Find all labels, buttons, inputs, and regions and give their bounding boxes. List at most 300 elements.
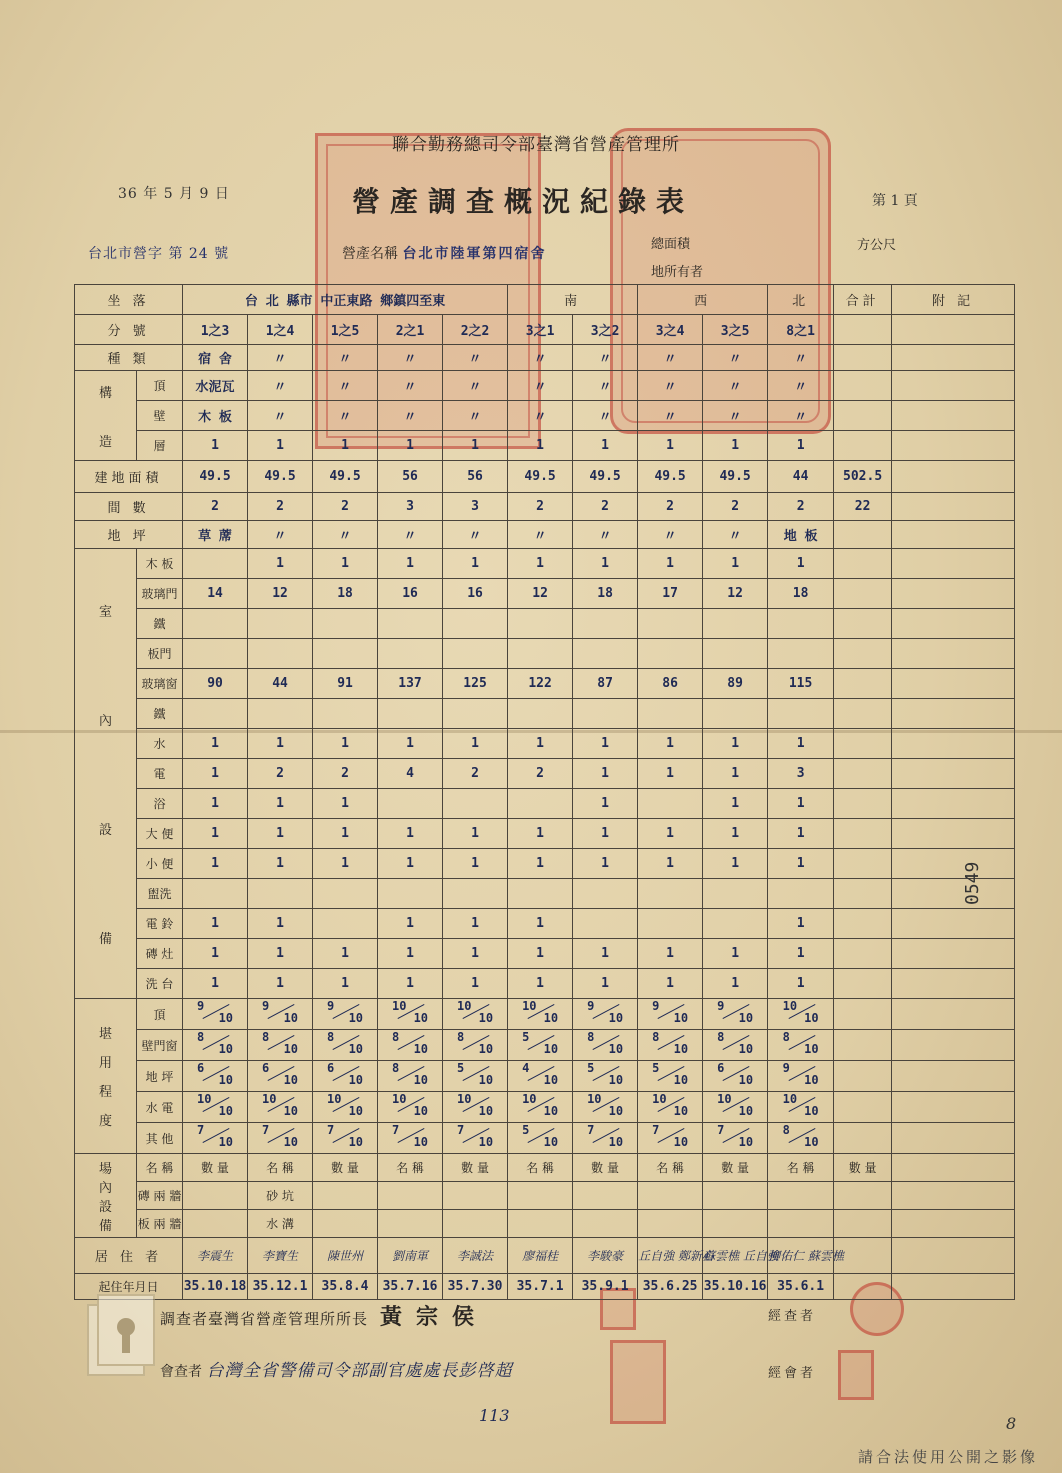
floors-label: 層 bbox=[137, 431, 183, 461]
fraction-numerator: 10 bbox=[587, 1092, 602, 1106]
condition-value bbox=[248, 999, 313, 1030]
equipment-value: 1 bbox=[313, 819, 378, 849]
fraction-numerator: 8 bbox=[197, 1030, 205, 1044]
roof-value: 〃 bbox=[703, 371, 768, 401]
notes-cell bbox=[892, 401, 1015, 431]
condition-value bbox=[378, 1030, 443, 1061]
table-row bbox=[75, 879, 1015, 909]
equipment-label: 水 bbox=[137, 729, 183, 759]
fraction-numerator: 10 bbox=[522, 999, 537, 1013]
equipment-value bbox=[443, 609, 508, 639]
south-label: 南 bbox=[508, 285, 638, 315]
fraction-denominator: 10 bbox=[478, 1073, 494, 1087]
since-date: 35.9.1 bbox=[573, 1274, 638, 1300]
condition-value bbox=[703, 999, 768, 1030]
total-cell bbox=[834, 909, 892, 939]
condition-value bbox=[443, 999, 508, 1030]
name-header: 名 稱 bbox=[768, 1154, 834, 1182]
equipment-label: 電 bbox=[137, 759, 183, 789]
wall-label: 壁 bbox=[137, 401, 183, 431]
equipment-value: 1 bbox=[183, 969, 248, 999]
qty-header: 數 量 bbox=[443, 1154, 508, 1182]
facility-cell bbox=[508, 1210, 573, 1238]
yong-char: 用 bbox=[98, 1056, 112, 1071]
condition-fraction bbox=[522, 999, 558, 1025]
equipment-value: 1 bbox=[443, 849, 508, 879]
jinghui-label: 經會者 bbox=[768, 1366, 817, 1381]
unit-number: 3之1 bbox=[508, 315, 573, 345]
equipment-value: 12 bbox=[508, 579, 573, 609]
condition-value bbox=[638, 999, 703, 1030]
table-row bbox=[75, 285, 1015, 315]
condition-fraction bbox=[457, 1123, 493, 1149]
equipment-value: 18 bbox=[768, 579, 834, 609]
equipment-value: 17 bbox=[638, 579, 703, 609]
equipment-value: 1 bbox=[443, 969, 508, 999]
equipment-value: 1 bbox=[703, 789, 768, 819]
floor-type-label-value: 〃 bbox=[508, 521, 573, 549]
equipment-value bbox=[443, 879, 508, 909]
equipment-value: 1 bbox=[638, 819, 703, 849]
condition-label: 其 他 bbox=[137, 1123, 183, 1154]
equipment-value bbox=[378, 699, 443, 729]
equipment-value bbox=[768, 879, 834, 909]
fraction-denominator: 10 bbox=[804, 1135, 819, 1149]
fraction-denominator: 10 bbox=[804, 1042, 819, 1056]
resident-name: 柳佑仁 蘇雲樵 bbox=[768, 1238, 834, 1274]
equipment-value bbox=[508, 609, 573, 639]
name-header: 名 稱 bbox=[378, 1154, 443, 1182]
wall-value: 〃 bbox=[573, 401, 638, 431]
condition-value bbox=[508, 1061, 573, 1092]
equipment-value: 1 bbox=[768, 819, 834, 849]
fraction-denominator: 10 bbox=[348, 1135, 364, 1149]
facility-cell bbox=[573, 1182, 638, 1210]
notes-cell bbox=[892, 493, 1015, 521]
condition-value bbox=[508, 1030, 573, 1061]
fraction-numerator: 7 bbox=[717, 1123, 725, 1137]
fraction-denominator: 10 bbox=[543, 1073, 559, 1087]
condition-fraction bbox=[327, 1030, 363, 1056]
floors-value: 1 bbox=[248, 431, 313, 461]
rooms-label-value: 3 bbox=[378, 493, 443, 521]
fraction-numerator: 10 bbox=[392, 999, 407, 1013]
condition-label: 水 電 bbox=[137, 1092, 183, 1123]
equipment-value bbox=[573, 879, 638, 909]
condition-label: 壁門窗 bbox=[137, 1030, 183, 1061]
type-label-value: 〃 bbox=[573, 345, 638, 371]
condition-fraction bbox=[717, 999, 753, 1025]
rooms-label-value: 2 bbox=[248, 493, 313, 521]
notes-cell bbox=[892, 759, 1015, 789]
equipment-value bbox=[703, 699, 768, 729]
building-area-label-value: 49.5 bbox=[313, 461, 378, 493]
equipment-label: 鐵 bbox=[137, 699, 183, 729]
qty-header: 數 量 bbox=[834, 1154, 892, 1182]
equipment-value: 1 bbox=[248, 729, 313, 759]
kan-char: 堪 bbox=[98, 1027, 112, 1042]
equipment-value bbox=[313, 699, 378, 729]
total-cell bbox=[834, 1030, 892, 1061]
facility-cell bbox=[834, 1210, 892, 1238]
condition-value bbox=[378, 1092, 443, 1123]
surveyor-name: 黃宗侯 bbox=[380, 1304, 489, 1330]
fraction-numerator: 7 bbox=[587, 1123, 595, 1137]
equipment-value bbox=[248, 609, 313, 639]
equipment-value: 1 bbox=[183, 789, 248, 819]
unit-number: 8之1 bbox=[768, 315, 834, 345]
equipment-value: 1 bbox=[638, 549, 703, 579]
watermark-text: 請合法使用公開之影像 bbox=[858, 1448, 1039, 1466]
notes-cell bbox=[892, 1123, 1015, 1154]
table-row bbox=[75, 819, 1015, 849]
table-row bbox=[75, 579, 1015, 609]
condition-value bbox=[573, 1030, 638, 1061]
facility-cell bbox=[443, 1210, 508, 1238]
notes-cell bbox=[892, 1154, 1015, 1182]
fraction-numerator: 10 bbox=[782, 1092, 798, 1106]
table-row bbox=[75, 1154, 1015, 1182]
equipment-value: 12 bbox=[703, 579, 768, 609]
condition-fraction bbox=[262, 999, 298, 1025]
fraction-numerator: 8 bbox=[457, 1030, 465, 1044]
condition-fraction bbox=[522, 1123, 558, 1149]
condition-value bbox=[248, 1030, 313, 1061]
rooms-label: 間 數 bbox=[75, 493, 183, 521]
red-seal-right bbox=[838, 1350, 874, 1400]
equipment-value bbox=[378, 879, 443, 909]
type-label-value: 〃 bbox=[768, 345, 834, 371]
floor-type-label-value: 〃 bbox=[248, 521, 313, 549]
table-row bbox=[75, 939, 1015, 969]
floors-value: 1 bbox=[638, 431, 703, 461]
floors-value: 1 bbox=[313, 431, 378, 461]
condition-fraction bbox=[392, 999, 428, 1025]
fraction-denominator: 10 bbox=[543, 1042, 559, 1056]
type-label-value: 宿 舍 bbox=[183, 345, 248, 371]
north-label: 北 bbox=[768, 285, 834, 315]
total-cell bbox=[834, 1123, 892, 1154]
condition-value bbox=[573, 1123, 638, 1154]
equipment-value: 1 bbox=[378, 849, 443, 879]
notes-cell bbox=[892, 849, 1015, 879]
equipment-value bbox=[638, 639, 703, 669]
notes-cell bbox=[892, 1238, 1015, 1274]
condition-value bbox=[703, 1061, 768, 1092]
org-title: 聯合勤務總司令部臺灣省營產管理所 bbox=[392, 135, 680, 155]
equipment-value: 1 bbox=[508, 849, 573, 879]
rooms-label-value: 2 bbox=[183, 493, 248, 521]
fraction-numerator: 10 bbox=[457, 999, 472, 1013]
fraction-numerator: 9 bbox=[262, 999, 270, 1013]
equipment-value bbox=[183, 639, 248, 669]
notes-cell bbox=[892, 1274, 1015, 1300]
fraction-denominator: 10 bbox=[804, 1011, 819, 1025]
total-cell bbox=[834, 939, 892, 969]
name-header: 名 稱 bbox=[638, 1154, 703, 1182]
since-date: 35.6.25 bbox=[638, 1274, 703, 1300]
facility-cell bbox=[573, 1210, 638, 1238]
floors-value: 1 bbox=[573, 431, 638, 461]
fraction-denominator: 10 bbox=[413, 1104, 429, 1118]
fraction-denominator: 10 bbox=[543, 1104, 559, 1118]
condition-fraction bbox=[457, 1030, 493, 1056]
equipment-value: 137 bbox=[378, 669, 443, 699]
floor-type-label-value: 草 蓆 bbox=[183, 521, 248, 549]
facility-cell bbox=[768, 1210, 834, 1238]
since-date: 35.6.1 bbox=[768, 1274, 834, 1300]
usability-label bbox=[75, 999, 137, 1154]
equipment-label: 盥洗 bbox=[137, 879, 183, 909]
property-name: 台北市陸軍第四宿舍 bbox=[402, 246, 547, 262]
equipment-value bbox=[573, 909, 638, 939]
condition-value bbox=[703, 1092, 768, 1123]
fraction-denominator: 10 bbox=[218, 1135, 234, 1149]
notes-cell bbox=[892, 699, 1015, 729]
condition-fraction bbox=[392, 1061, 428, 1087]
equipment-value bbox=[313, 609, 378, 639]
equipment-value bbox=[378, 789, 443, 819]
equipment-value: 1 bbox=[378, 549, 443, 579]
equipment-value: 1 bbox=[183, 849, 248, 879]
resident-name: 李寶生 bbox=[248, 1238, 313, 1274]
fraction-denominator: 10 bbox=[413, 1042, 429, 1056]
total-cell bbox=[834, 999, 892, 1030]
equipment-value bbox=[443, 699, 508, 729]
notes-cell bbox=[892, 1210, 1015, 1238]
condition-fraction bbox=[717, 1030, 753, 1056]
fraction-numerator: 9 bbox=[782, 1061, 790, 1075]
structure-label bbox=[75, 371, 137, 461]
facility-cell bbox=[508, 1182, 573, 1210]
total-cell bbox=[834, 401, 892, 431]
equipment-value bbox=[638, 879, 703, 909]
red-seal-bottom bbox=[610, 1340, 666, 1424]
facility-cell bbox=[443, 1182, 508, 1210]
fraction-denominator: 10 bbox=[413, 1011, 429, 1025]
condition-fraction bbox=[457, 1092, 493, 1118]
facility-cell: 砂 坑 bbox=[248, 1182, 313, 1210]
building-area-label-value: 49.5 bbox=[573, 461, 638, 493]
notes-cell bbox=[892, 549, 1015, 579]
equipment-value: 2 bbox=[443, 759, 508, 789]
equipment-value: 1 bbox=[248, 849, 313, 879]
type-label-value: 〃 bbox=[378, 345, 443, 371]
fraction-numerator: 9 bbox=[717, 999, 725, 1013]
gou-char: 構 bbox=[98, 385, 112, 401]
table-row bbox=[75, 493, 1015, 521]
since-date: 35.7.1 bbox=[508, 1274, 573, 1300]
facility-cell bbox=[703, 1210, 768, 1238]
equipment-value: 1 bbox=[313, 939, 378, 969]
wall-value: 〃 bbox=[378, 401, 443, 431]
fraction-denominator: 10 bbox=[738, 1135, 754, 1149]
unit-number: 1之5 bbox=[313, 315, 378, 345]
equipment-value bbox=[768, 699, 834, 729]
equipment-value: 1 bbox=[443, 549, 508, 579]
property-name-line bbox=[342, 243, 546, 263]
total-cell bbox=[834, 1061, 892, 1092]
equipment-value: 1 bbox=[573, 759, 638, 789]
fraction-denominator: 10 bbox=[413, 1135, 429, 1149]
condition-fraction bbox=[522, 1061, 558, 1087]
equipment-value: 87 bbox=[573, 669, 638, 699]
total-cell bbox=[834, 371, 892, 401]
fraction-denominator: 10 bbox=[478, 1011, 494, 1025]
checker-label: 會查者 bbox=[160, 1364, 202, 1380]
floors-value: 1 bbox=[768, 431, 834, 461]
chang-char: 場 bbox=[98, 1161, 112, 1177]
resident-label: 居 住 者 bbox=[75, 1238, 183, 1274]
equipment-value: 1 bbox=[703, 849, 768, 879]
condition-fraction bbox=[392, 1092, 428, 1118]
fraction-denominator: 10 bbox=[738, 1011, 754, 1025]
unit-number: 3之4 bbox=[638, 315, 703, 345]
fraction-numerator: 7 bbox=[652, 1123, 660, 1137]
fraction-denominator: 10 bbox=[608, 1073, 624, 1087]
qty-header: 數 量 bbox=[703, 1154, 768, 1182]
condition-fraction bbox=[652, 1123, 688, 1149]
equipment-value: 1 bbox=[313, 729, 378, 759]
notes-cell bbox=[892, 909, 1015, 939]
roof-value: 〃 bbox=[443, 371, 508, 401]
fraction-denominator: 10 bbox=[673, 1135, 689, 1149]
survey-table bbox=[74, 284, 1015, 1300]
location-label: 坐 落 bbox=[75, 285, 183, 315]
type-label-value: 〃 bbox=[508, 345, 573, 371]
condition-value bbox=[768, 1123, 834, 1154]
fraction-denominator: 10 bbox=[218, 1073, 234, 1087]
total-cell bbox=[834, 879, 892, 909]
rooms-label-value: 2 bbox=[573, 493, 638, 521]
equipment-value bbox=[573, 639, 638, 669]
total-cell bbox=[834, 345, 892, 371]
table-row bbox=[75, 1030, 1015, 1061]
condition-value bbox=[378, 999, 443, 1030]
equipment-value: 1 bbox=[768, 729, 834, 759]
nei2-char: 內 bbox=[98, 1180, 112, 1196]
unit-number: 2之1 bbox=[378, 315, 443, 345]
fraction-numerator: 8 bbox=[782, 1030, 790, 1044]
notes-cell bbox=[892, 431, 1015, 461]
equipment-value bbox=[248, 699, 313, 729]
condition-fraction bbox=[197, 1092, 233, 1118]
notes-cell bbox=[892, 789, 1015, 819]
equipment-value: 1 bbox=[378, 939, 443, 969]
table-row bbox=[75, 371, 1015, 401]
equipment-value: 1 bbox=[443, 729, 508, 759]
equipment-value: 16 bbox=[378, 579, 443, 609]
equipment-value: 1 bbox=[638, 729, 703, 759]
equipment-value: 90 bbox=[183, 669, 248, 699]
equipment-value: 2 bbox=[508, 759, 573, 789]
notes-cell bbox=[892, 461, 1015, 493]
equipment-value: 122 bbox=[508, 669, 573, 699]
type-label-value: 〃 bbox=[443, 345, 508, 371]
equipment-value: 16 bbox=[443, 579, 508, 609]
notes-cell bbox=[892, 939, 1015, 969]
total-cell bbox=[834, 669, 892, 699]
roof-value: 〃 bbox=[378, 371, 443, 401]
equipment-value: 2 bbox=[313, 759, 378, 789]
floor-type-label-value: 〃 bbox=[573, 521, 638, 549]
floors-value: 1 bbox=[183, 431, 248, 461]
equipment-value bbox=[638, 609, 703, 639]
unit-number: 1之3 bbox=[183, 315, 248, 345]
equipment-value: 1 bbox=[183, 819, 248, 849]
equipment-label: 玻璃門 bbox=[137, 579, 183, 609]
roof-label: 頂 bbox=[137, 371, 183, 401]
condition-value bbox=[638, 1030, 703, 1061]
condition-value bbox=[248, 1061, 313, 1092]
fraction-numerator: 5 bbox=[652, 1061, 660, 1075]
resident-name: 劉南軍 bbox=[378, 1238, 443, 1274]
fraction-numerator: 6 bbox=[262, 1061, 270, 1075]
since-date: 35.7.16 bbox=[378, 1274, 443, 1300]
resident-name: 陳世州 bbox=[313, 1238, 378, 1274]
floors-value: 1 bbox=[703, 431, 768, 461]
equipment-value: 1 bbox=[768, 789, 834, 819]
facility-cell bbox=[183, 1210, 248, 1238]
bei-char: 備 bbox=[98, 931, 112, 947]
notes-label: 附 記 bbox=[892, 285, 1015, 315]
table-row bbox=[75, 1274, 1015, 1300]
roof-value: 〃 bbox=[638, 371, 703, 401]
equipment-value: 1 bbox=[638, 969, 703, 999]
facility-cell bbox=[703, 1182, 768, 1210]
equipment-value bbox=[248, 639, 313, 669]
notes-cell bbox=[892, 969, 1015, 999]
fraction-denominator: 10 bbox=[673, 1104, 689, 1118]
equipment-value: 1 bbox=[768, 969, 834, 999]
condition-fraction bbox=[652, 1061, 688, 1087]
archive-logo-icon bbox=[80, 1285, 166, 1385]
condition-fraction bbox=[652, 1030, 688, 1056]
total-cell bbox=[834, 849, 892, 879]
equipment-value: 1 bbox=[313, 849, 378, 879]
wall-value: 〃 bbox=[443, 401, 508, 431]
notes-cell bbox=[892, 521, 1015, 549]
notes-cell bbox=[892, 609, 1015, 639]
condition-fraction bbox=[197, 1061, 233, 1087]
equipment-value: 1 bbox=[248, 819, 313, 849]
equipment-value: 1 bbox=[378, 909, 443, 939]
equipment-value bbox=[183, 879, 248, 909]
total-cell bbox=[834, 639, 892, 669]
condition-fraction bbox=[717, 1092, 753, 1118]
condition-value bbox=[183, 1092, 248, 1123]
table-row bbox=[75, 1061, 1015, 1092]
condition-value bbox=[573, 1092, 638, 1123]
condition-fraction bbox=[197, 1030, 233, 1056]
condition-fraction bbox=[327, 1123, 363, 1149]
condition-fraction bbox=[262, 1061, 298, 1087]
condition-value bbox=[313, 1061, 378, 1092]
equipment-value bbox=[703, 639, 768, 669]
equipment-value bbox=[703, 909, 768, 939]
floors-value: 1 bbox=[508, 431, 573, 461]
roof-value: 〃 bbox=[248, 371, 313, 401]
fraction-denominator: 10 bbox=[608, 1135, 624, 1149]
equipment-value: 1 bbox=[703, 939, 768, 969]
equipment-value: 1 bbox=[248, 909, 313, 939]
fraction-numerator: 9 bbox=[197, 999, 205, 1013]
condition-value bbox=[573, 1061, 638, 1092]
equipment-value: 1 bbox=[573, 939, 638, 969]
equipment-value bbox=[768, 609, 834, 639]
notes-cell bbox=[892, 1182, 1015, 1210]
table-row bbox=[75, 431, 1015, 461]
